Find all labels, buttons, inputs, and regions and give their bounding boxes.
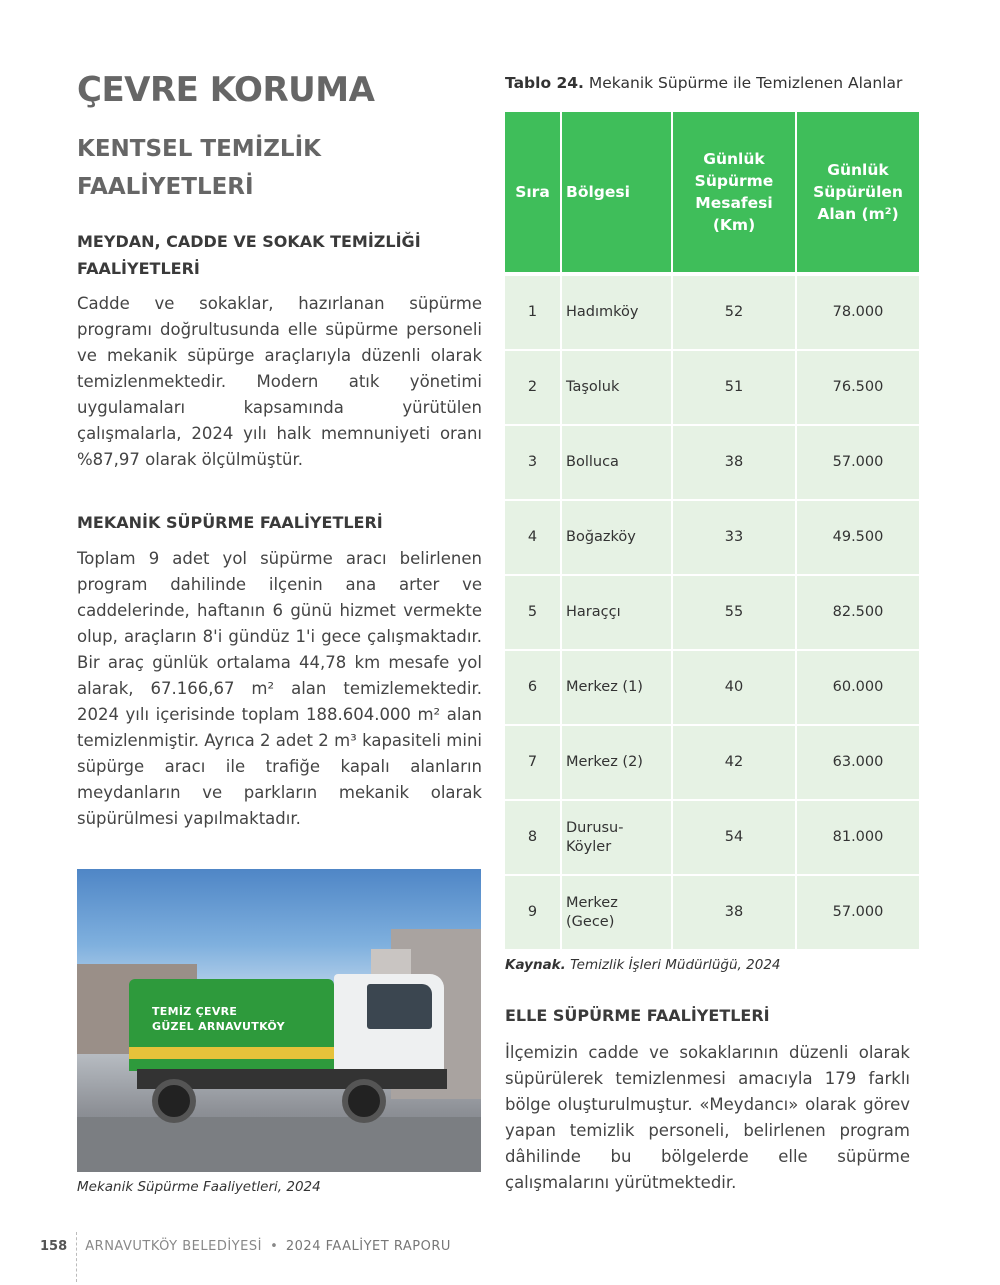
footer-organization: ARNAVUTKÖY BELEDİYESİ xyxy=(85,1239,262,1254)
truck-slogan-line: GÜZEL ARNAVUTKÖY xyxy=(152,1020,285,1033)
cell-sira: 6 xyxy=(505,650,561,725)
cell-km: 33 xyxy=(672,500,796,575)
header-sira: Sıra xyxy=(505,112,561,274)
footer-report-title: 2024 FAALİYET RAPORU xyxy=(285,1239,451,1254)
truck-slogan xyxy=(152,1004,285,1034)
table-caption-text: Mekanik Süpürme ile Temizlenen Alanlar xyxy=(588,74,903,92)
truck-stripe xyxy=(129,1047,334,1059)
table-caption-label: Tablo 24. xyxy=(505,74,584,92)
cell-bolge: Bolluca xyxy=(561,425,672,500)
cell-km: 51 xyxy=(672,350,796,425)
cell-sira: 2 xyxy=(505,350,561,425)
sweeper-truck-photo xyxy=(77,869,481,1172)
cell-sira: 7 xyxy=(505,725,561,800)
footer-separator: • xyxy=(270,1239,278,1254)
cell-km: 42 xyxy=(672,725,796,800)
subheading-street-cleaning: MEYDAN, CADDE VE SOKAK TEMİZLİĞİ FAALİYETLERİ xyxy=(77,232,421,278)
paragraph-manual-sweeping: İlçemizin cadde ve sokaklarının düzenli olarak süpürülerek temizlenmesi amacıyla 179 farklı bölge oluşturulmuştur. «Meydancı» olarak görev yapan temizlik personeli, belirlenen program dâhilinde bu bölgelerde elle süpürme çalışmalarını yürütmektedir. xyxy=(505,1043,910,1192)
table-row xyxy=(505,575,919,650)
photo-road xyxy=(77,1117,481,1172)
cell-km: 54 xyxy=(672,800,796,875)
cell-sira: 3 xyxy=(505,425,561,500)
table-source xyxy=(505,957,781,973)
page-title: ÇEVRE KORUMA xyxy=(77,70,375,110)
cell-bolge: Haraççı xyxy=(561,575,672,650)
subheading-manual-sweeping: ELLE SÜPÜRME FAALİYETLERİ xyxy=(505,1006,770,1025)
section-title: KENTSEL TEMİZLİK FAALİYETLERİ xyxy=(77,136,321,200)
table-row xyxy=(505,875,919,950)
cell-bolge: Durusu- Köyler xyxy=(561,800,672,875)
cell-sira: 1 xyxy=(505,274,561,350)
header-mesafe: Günlük Süpürme Mesafesi (Km) xyxy=(672,112,796,274)
cell-alan: 57.000 xyxy=(796,875,919,950)
header-alan: Günlük Süpürülen Alan (m²) xyxy=(796,112,919,274)
sweeping-areas-table xyxy=(505,112,919,951)
cell-sira: 8 xyxy=(505,800,561,875)
table-row xyxy=(505,650,919,725)
cell-km: 38 xyxy=(672,875,796,950)
cell-bolge: Merkez (Gece) xyxy=(561,875,672,950)
truck-window xyxy=(367,984,432,1029)
table-row xyxy=(505,425,919,500)
cell-sira: 5 xyxy=(505,575,561,650)
table-row xyxy=(505,800,919,875)
cell-alan: 57.000 xyxy=(796,425,919,500)
cell-km: 38 xyxy=(672,425,796,500)
table-row xyxy=(505,274,919,350)
table-caption xyxy=(505,74,902,92)
cell-sira: 9 xyxy=(505,875,561,950)
subheading-mechanical-sweeping: MEKANİK SÜPÜRME FAALİYETLERİ xyxy=(77,513,383,532)
cell-alan: 78.000 xyxy=(796,274,919,350)
table-row xyxy=(505,725,919,800)
cell-alan: 76.500 xyxy=(796,350,919,425)
page-footer xyxy=(40,1239,451,1254)
table-row xyxy=(505,350,919,425)
cell-bolge: Merkez (2) xyxy=(561,725,672,800)
truck-wheel xyxy=(152,1079,196,1123)
cell-bolge: Hadımköy xyxy=(561,274,672,350)
photo-caption: Mekanik Süpürme Faaliyetleri, 2024 xyxy=(77,1179,321,1195)
cell-bolge: Merkez (1) xyxy=(561,650,672,725)
truck-wheel xyxy=(342,1079,386,1123)
cell-bolge: Taşoluk xyxy=(561,350,672,425)
cell-alan: 60.000 xyxy=(796,650,919,725)
cell-km: 52 xyxy=(672,274,796,350)
cell-km: 55 xyxy=(672,575,796,650)
table-row xyxy=(505,500,919,575)
page-number: 158 xyxy=(40,1239,68,1254)
paragraph-mechanical-sweeping: Toplam 9 adet yol süpürme aracı belirlenen program dahilinde ilçenin ana arter ve caddelerinde, haftanın 6 günü hizmet vermekte olup, araçların 8'i gündüz 1'i gece çalışmaktadır. Bir araç günlük ortalama 44,78 km mesafe yol alarak, 67.166,67 m² alan temizlemektedir. 2024 yılı içerisinde toplam 188.604.000 m² alan temizlenmiştir. Ayrıca 2 adet 2 m³ kapasiteli mini süpürge aracı ile trafiğe kapalı alanların meydanların ve parkların mekanik olarak süpürülmesi yapılmaktadır. xyxy=(77,549,482,828)
cell-alan: 49.500 xyxy=(796,500,919,575)
cell-sira: 4 xyxy=(505,500,561,575)
table-header-row xyxy=(505,112,919,274)
cell-alan: 63.000 xyxy=(796,725,919,800)
cell-alan: 81.000 xyxy=(796,800,919,875)
header-bolge: Bölgesi xyxy=(561,112,672,274)
cell-km: 40 xyxy=(672,650,796,725)
paragraph-street-cleaning: Cadde ve sokaklar, hazırlanan süpürme programı doğrultusunda elle süpürme personeli ve mekanik süpürge araçlarıyla düzenli olarak temizlenmektedir. Modern atık yönetimi uygulamaları kapsamında yürütülen çalışmalarla, 2024 yılı halk memnuniyeti oranı %87,97 olarak ölçülmüştür. xyxy=(77,294,482,469)
truck-slogan-line: TEMİZ ÇEVRE xyxy=(152,1005,238,1018)
cell-alan: 82.500 xyxy=(796,575,919,650)
cell-bolge: Boğazköy xyxy=(561,500,672,575)
source-label: Kaynak. xyxy=(505,957,566,973)
source-text: Temizlik İşleri Müdürlüğü, 2024 xyxy=(570,957,781,973)
